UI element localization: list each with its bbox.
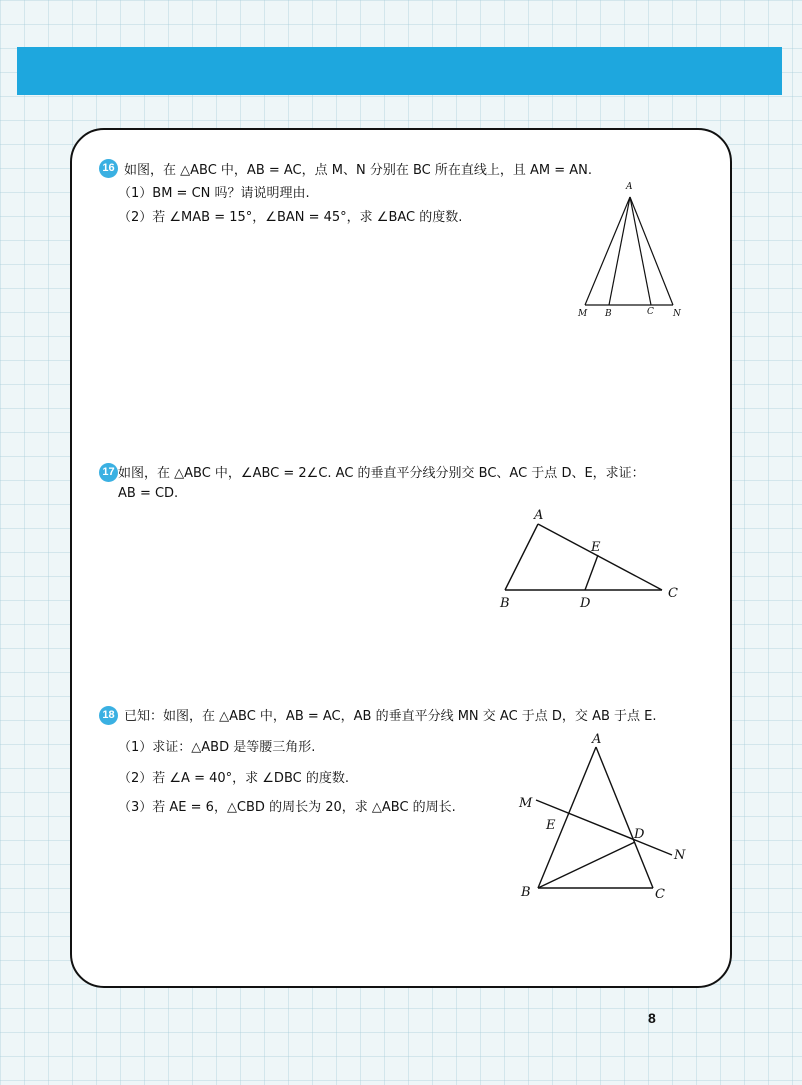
problem-part-3: （3）若 AE = 6，△CBD 的周长为 20，求 △ABC 的周长. <box>118 800 456 815</box>
figure-16 <box>570 175 690 325</box>
label-m: M <box>519 796 533 811</box>
label-a: A <box>534 508 544 523</box>
segment-de <box>585 555 598 590</box>
label-e: E <box>546 818 556 833</box>
problem-number-badge: 16 <box>99 159 118 178</box>
label-a: A <box>626 182 633 192</box>
segment-ac <box>630 197 651 305</box>
label-d: D <box>634 827 645 842</box>
segment-ab <box>505 524 538 590</box>
problem-part-2: （2）若 ∠MAB = 15°，∠BAN = 45°，求 ∠BAC 的度数. <box>118 210 463 225</box>
segment-bd <box>538 842 635 888</box>
figure-17 <box>490 500 690 615</box>
label-n: N <box>674 848 686 863</box>
segment-ab <box>609 197 630 305</box>
label-n: N <box>673 309 681 319</box>
problem-statement: 如图，在 △ABC 中，∠ABC = 2∠C. AC 的垂直平分线分别交 BC、AC 于点 D、E，求证： <box>118 466 645 481</box>
problem-statement-line2: AB = CD. <box>118 486 179 501</box>
line-mn <box>536 800 672 855</box>
problem-statement: 已知：如图，在 △ABC 中，AB = AC，AB 的垂直平分线 MN 交 AC 于点 D，交 AB 于点 E. <box>124 709 657 724</box>
label-m: M <box>578 309 588 319</box>
label-b: B <box>521 885 531 900</box>
problem-number-badge: 18 <box>99 706 118 725</box>
label-a: A <box>592 732 602 747</box>
label-c: C <box>668 586 678 601</box>
header-banner <box>17 47 782 95</box>
label-c: C <box>655 887 665 902</box>
label-c: C <box>647 307 654 317</box>
segment-an <box>630 197 673 305</box>
label-e: E <box>591 540 601 555</box>
problem-part-2: （2）若 ∠A = 40°，求 ∠DBC 的度数. <box>118 771 349 786</box>
problem-part-1: （1）求证：△ABD 是等腰三角形. <box>118 740 316 755</box>
page-number: 8 <box>648 1010 656 1026</box>
problem-number-badge: 17 <box>99 463 118 482</box>
label-d: D <box>580 596 591 611</box>
segment-ac <box>596 747 653 888</box>
segment-am <box>585 197 630 305</box>
segment-ac <box>538 524 662 590</box>
problem-statement: 如图，在 △ABC 中，AB = AC，点 M、N 分别在 BC 所在直线上，且 AM = AN. <box>124 163 593 178</box>
label-b: B <box>605 309 612 319</box>
problem-part-1: （1）BM = CN 吗？请说明理由. <box>118 186 310 201</box>
figure-18 <box>510 725 700 905</box>
label-b: B <box>500 596 510 611</box>
